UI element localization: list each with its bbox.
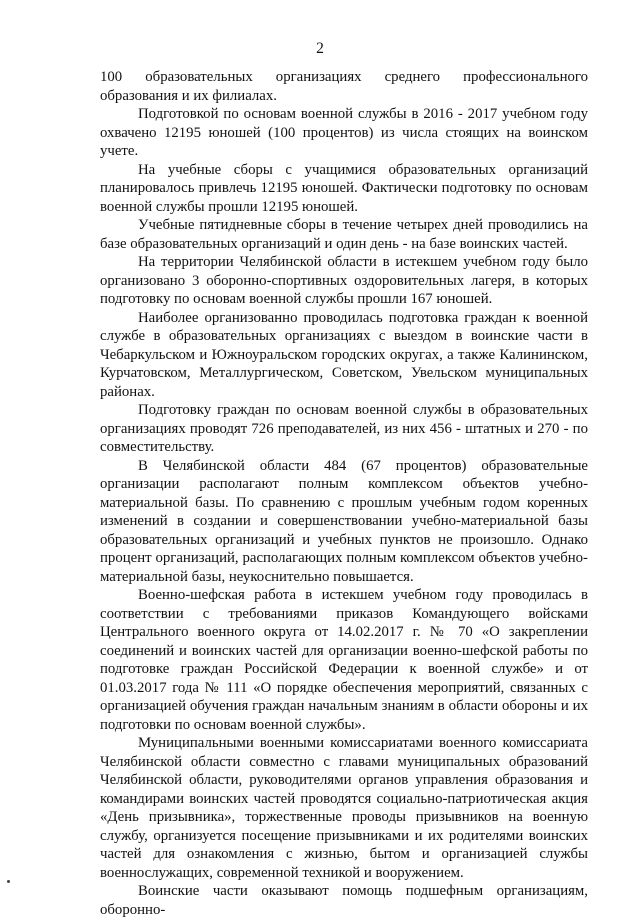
paragraph: Муниципальными военными комиссариатами военного комиссариата Челябинской области совместно с главами муниципальных образований Челябинской области, руководителями органов управления образования и командирами воинских частей проводятся социально-патриотическая акция «День призывника», торжественные проводы призывников на военную службу, организуется посещение призывниками и их родителями воинских частей для ознакомления с жизнью, бытом и организацией службы военнослужащих, современной техникой и вооружением.: [100, 735, 588, 881]
paragraph: 100 образовательных организациях среднего профессионального образования и их филиалах.: [100, 69, 588, 104]
paragraph: На учебные сборы с учащимися образовательных организаций планировалось привлечь 12195 юношей. Фактически подготовку по основам военной службы прошли 12195 юношей.: [100, 161, 588, 215]
document-body: [100, 68, 588, 919]
paragraph: Воинские части оказывают помощь подшефным организациям, оборонно-: [100, 883, 588, 918]
paragraph: Наиболее организованно проводилась подготовка граждан к военной службе в образовательных организациях с выездом в воинские части в Чебаркульском и Южноуральском городских округах, а также Калининском, Курчатовском, Металлургическом, Советском, Увельском муниципальных районах.: [100, 309, 588, 400]
paragraph: В Челябинской области 484 (67 процентов) образовательные организации располагают полным комплексом объектов учебно-материальной базы. По сравнению с прошлым учебным годом коренных изменений в создании и совершенствовании учебно-материальной базы образовательных организаций и учебных пунктов не произошло. Однако процент организаций, располагающих полным комплексом объектов учебно-материальной базы, неукоснительно повышается.: [100, 457, 588, 585]
paragraph: Военно-шефская работа в истекшем учебном году проводилась в соответствии с требованиями приказов Командующего войсками Центрального военного округа от 14.02.2017 г. № 70 «О закреплении соединений и воинских частей для организации военно-шефской работы по подготовке граждан Российской Федерации к военной службе» и от 01.03.2017 года № 111 «О порядке обеспечения мероприятий, связанных с организацией обучения граждан начальным знаниям в области обороны и их подготовки по основам военной службы».: [100, 587, 588, 733]
paragraph: Подготовку граждан по основам военной службы в образовательных организациях проводят 726 преподавателей, из них 456 - штатных и 270 - по совместительству.: [100, 402, 588, 455]
page-number: 2: [316, 40, 324, 57]
paragraph: На территории Челябинской области в истекшем учебном году было организовано 3 оборонно-спортивных оздоровительных лагеря, в которых подготовку по основам военной службы прошли 167 юношей.: [100, 254, 588, 307]
paragraph: Подготовкой по основам военной службы в 2016 - 2017 учебном году охвачено 12195 юношей (100 процентов) из числа стоящих на воинском учете.: [100, 106, 588, 159]
scan-artifact-dot: [7, 880, 10, 883]
paragraph: Учебные пятидневные сборы в течение четырех дней проводились на базе образовательных организаций и один день - на базе воинских частей.: [100, 217, 588, 252]
